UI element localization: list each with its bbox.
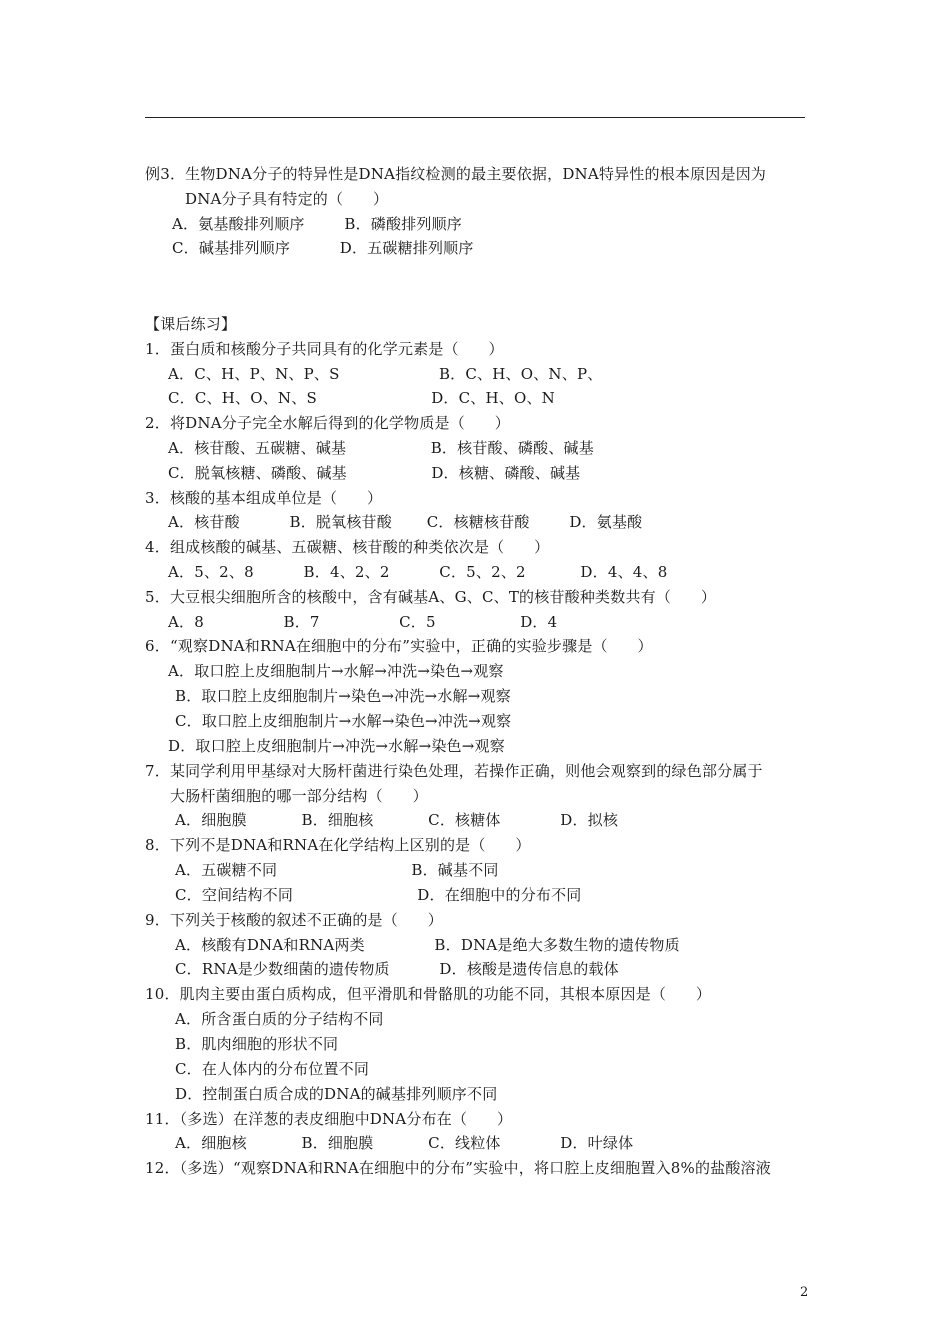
question-5-options: A．8 B．7 C．5 D．4 xyxy=(168,613,558,631)
question-11: 11．（多选）在洋葱的表皮细胞中DNA分布在（ ） xyxy=(145,1110,513,1128)
question-10: 10．肌肉主要由蛋白质构成，但平滑肌和骨骼肌的功能不同，其根本原因是（ ） xyxy=(145,985,712,1003)
question-6-option-b: B．取口腔上皮细胞制片→染色→冲洗→水解→观察 xyxy=(175,687,511,705)
question-11-options: A．细胞核 B．细胞膜 C．线粒体 D．叶绿体 xyxy=(175,1134,634,1152)
question-9-options-ab: A．核酸有DNA和RNA两类 B．DNA是绝大多数生物的遗传物质 xyxy=(175,936,680,954)
question-6-option-d: D．取口腔上皮细胞制片→冲洗→水解→染色→观察 xyxy=(168,737,505,755)
question-1-options-cd: C．C、H、O、N、S D．C、H、O、N xyxy=(168,389,556,407)
example3-line2: DNA分子具有特定的（ ） xyxy=(185,190,389,208)
example3-options-ab: A．氨基酸排列顺序 B．磷酸排列顺序 xyxy=(172,215,463,233)
question-6-option-a: A．取口腔上皮细胞制片→水解→冲洗→染色→观察 xyxy=(168,662,504,680)
question-2: 2．将DNA分子完全水解后得到的化学物质是（ ） xyxy=(145,414,510,432)
question-10-option-b: B．肌肉细胞的形状不同 xyxy=(175,1035,339,1053)
question-5: 5．大豆根尖细胞所含的核酸中，含有碱基A、G、C、T的核苷酸种类数共有（ ） xyxy=(145,588,717,606)
page-number: 2 xyxy=(800,1285,809,1300)
question-2-options-ab: A．核苷酸、五碳糖、碱基 B．核苷酸、磷酸、碱基 xyxy=(168,439,594,457)
question-10-option-d: D．控制蛋白质合成的DNA的碱基排列顺序不同 xyxy=(175,1085,498,1103)
question-6-option-c: C．取口腔上皮细胞制片→水解→染色→冲洗→观察 xyxy=(175,712,512,730)
question-10-option-a: A．所含蛋白质的分子结构不同 xyxy=(175,1010,384,1028)
question-2-options-cd: C．脱氧核糖、磷酸、碱基 D．核糖、磷酸、碱基 xyxy=(168,464,581,482)
question-1: 1．蛋白质和核酸分子共同具有的化学元素是（ ） xyxy=(145,340,504,358)
question-1-options-ab: A．C、H、P、N、P、S B．C、H、O、N、P、 xyxy=(168,365,603,383)
header-rule xyxy=(145,117,805,118)
question-9: 9．下列关于核酸的叙述不正确的是（ ） xyxy=(145,911,443,929)
question-6: 6．“观察DNA和RNA在细胞中的分布”实验中，正确的实验步骤是（ ） xyxy=(145,637,653,655)
question-7-line1: 7．某同学利用甲基绿对大肠杆菌进行染色处理，若操作正确，则他会观察到的绿色部分属于 xyxy=(145,762,763,780)
question-3: 3．核酸的基本组成单位是（ ） xyxy=(145,489,383,507)
question-7-options: A．细胞膜 B．细胞核 C．核糖体 D．拟核 xyxy=(175,811,619,829)
question-3-options: A．核苷酸 B．脱氧核苷酸 C．核糖核苷酸 D．氨基酸 xyxy=(168,513,643,531)
question-8: 8．下列不是DNA和RNA在化学结构上区别的是（ ） xyxy=(145,836,531,854)
question-8-options-cd: C．空间结构不同 D．在细胞中的分布不同 xyxy=(175,886,582,904)
question-4-options: A．5、2、8 B．4、2、2 C．5、2、2 D．4、4、8 xyxy=(168,563,668,581)
question-4: 4．组成核酸的碱基、五碳糖、核苷酸的种类依次是（ ） xyxy=(145,538,550,556)
question-7-line2: 大肠杆菌细胞的哪一部分结构（ ） xyxy=(170,787,428,805)
example3-line1: 例3．生物DNA分子的特异性是DNA指纹检测的最主要依据，DNA特异性的根本原因是因为 xyxy=(145,165,767,183)
question-10-option-c: C．在人体内的分布位置不同 xyxy=(175,1060,370,1078)
question-8-options-ab: A．五碳糖不同 B．碱基不同 xyxy=(175,861,499,879)
question-9-options-cd: C．RNA是少数细菌的遗传物质 D．核酸是遗传信息的载体 xyxy=(175,960,619,978)
example3-options-cd: C．碱基排列顺序 D．五碳糖排列顺序 xyxy=(172,239,474,257)
question-12: 12．（多选）“观察DNA和RNA在细胞中的分布”实验中，将口腔上皮细胞置入8%的盐酸溶液 xyxy=(145,1159,771,1177)
section-title: 【课后练习】 xyxy=(145,315,237,333)
